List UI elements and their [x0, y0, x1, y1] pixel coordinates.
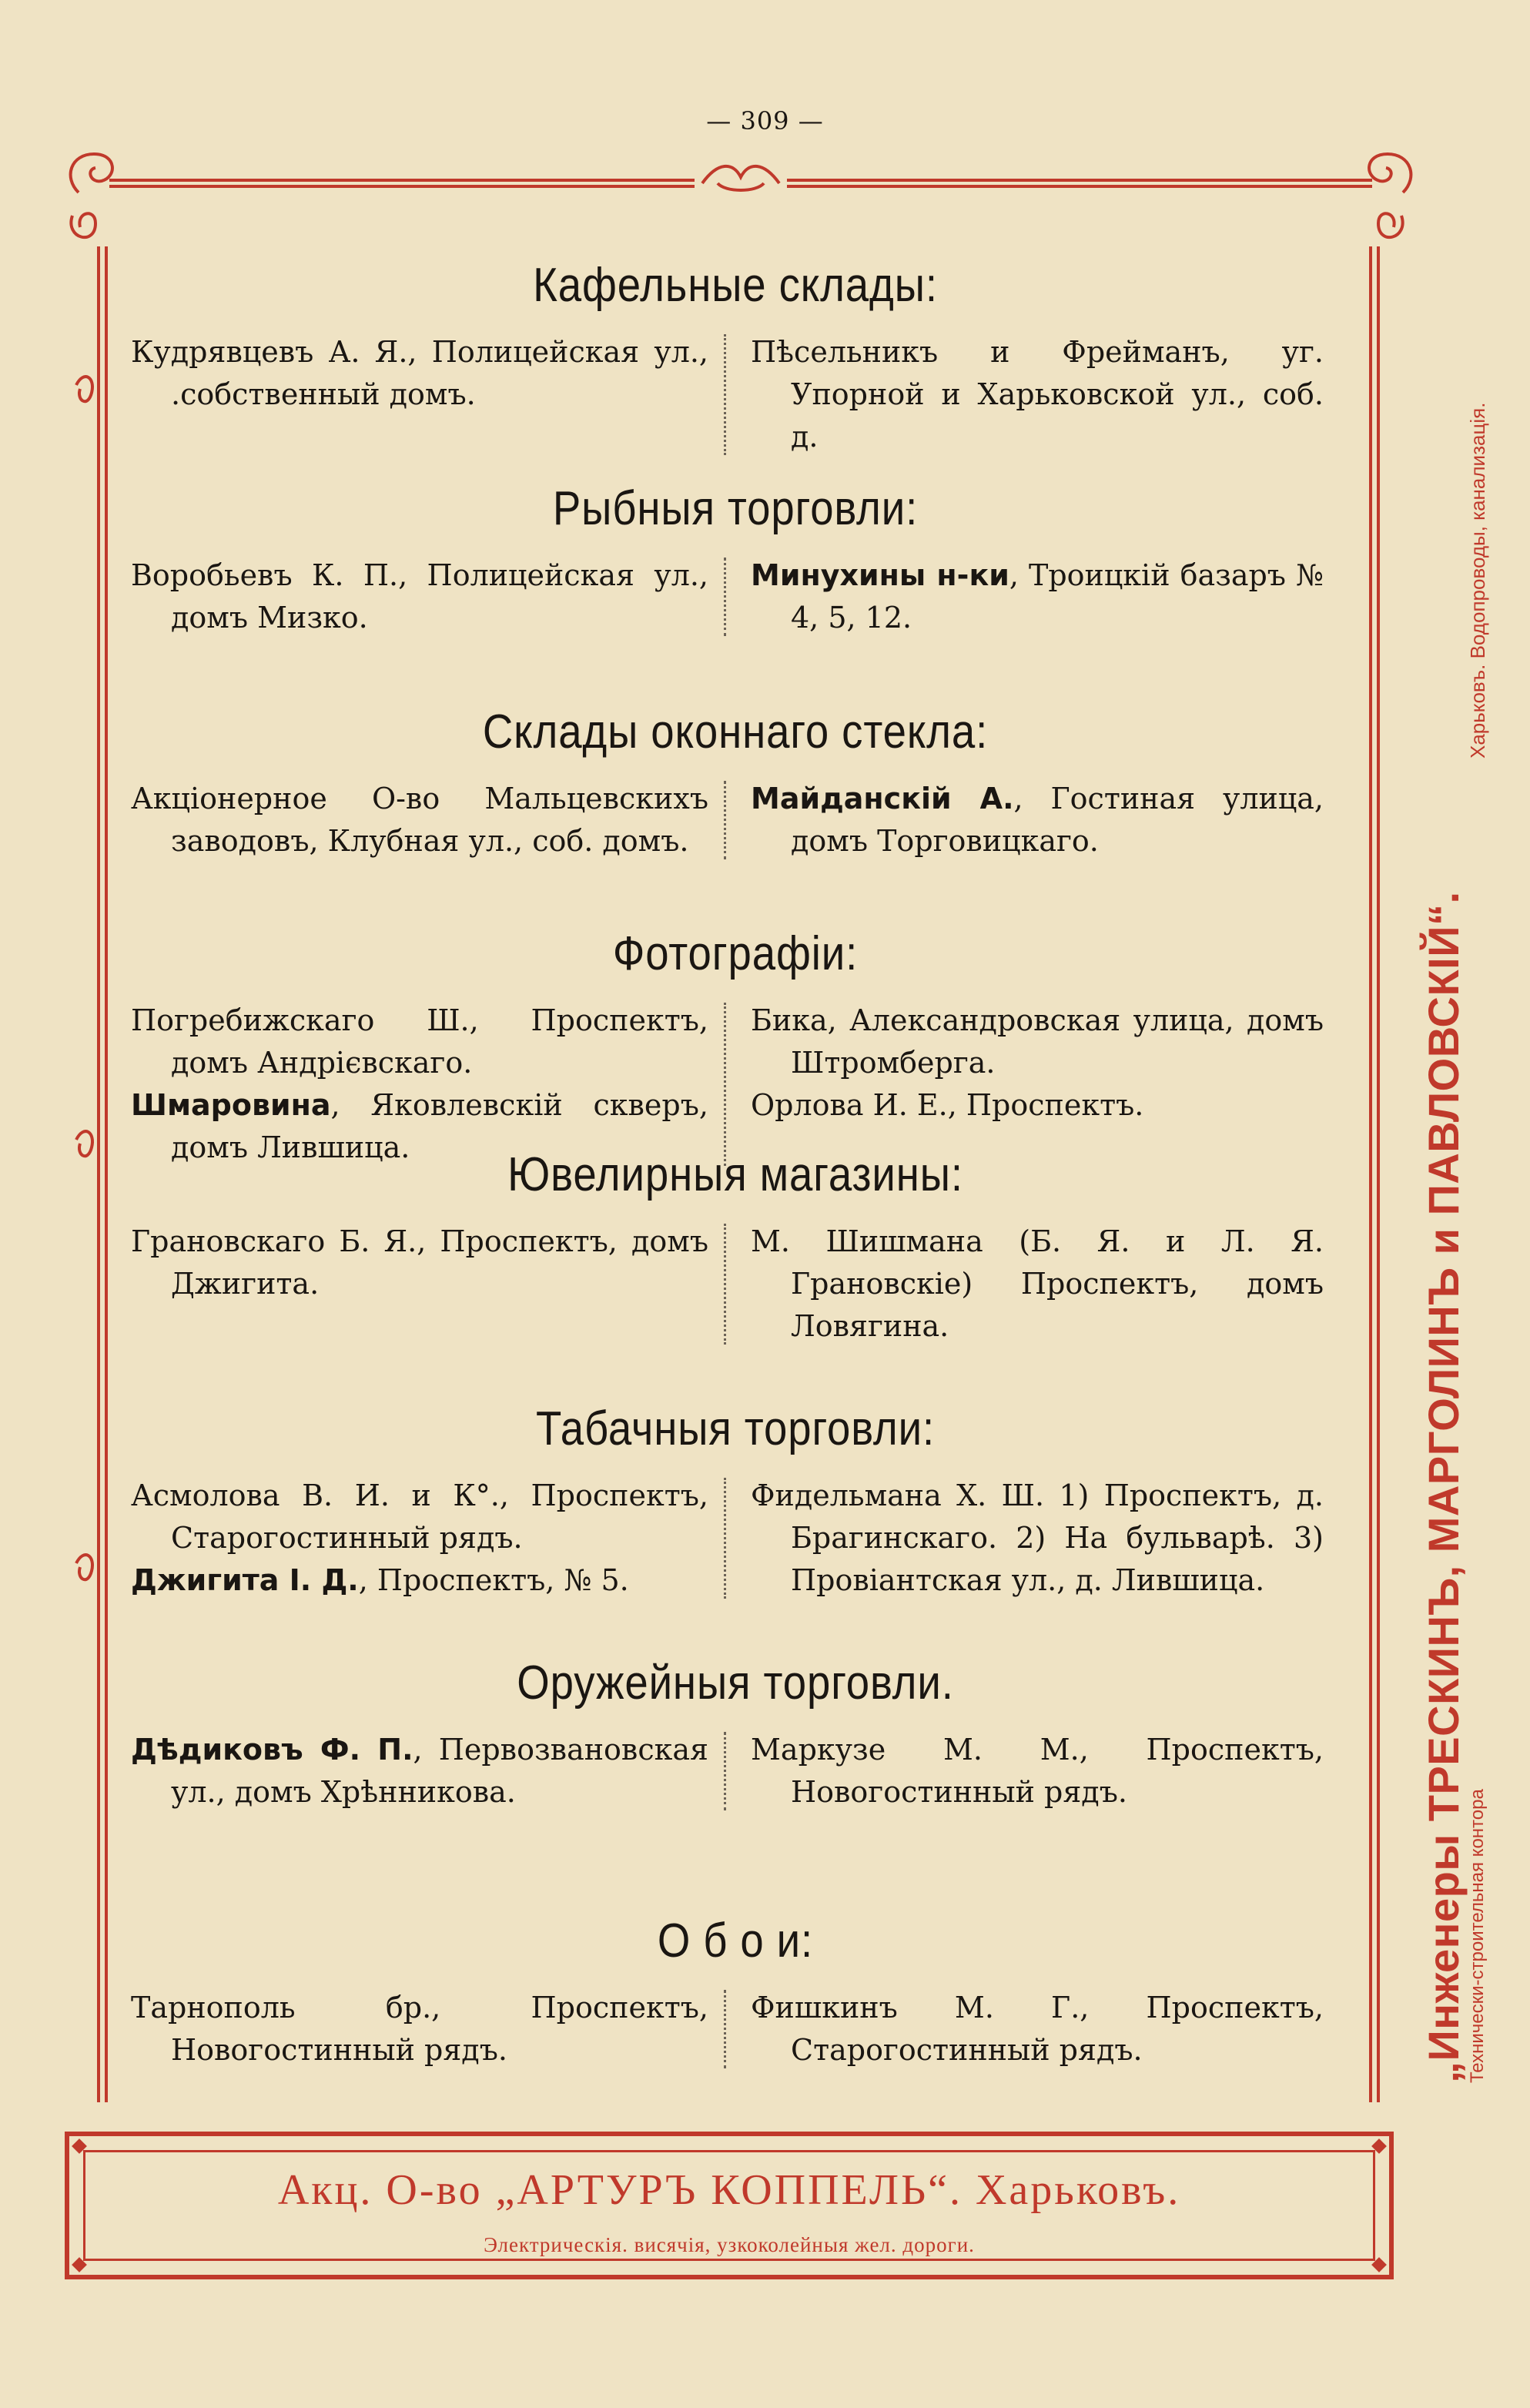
- right-column: [731, 554, 1324, 639]
- entry-text: Фидельмана Х. Ш. 1) Проспектъ, д. Брагинскаго. 2) На бульварѣ. 3) Провіантская ул., д. Лившица.: [751, 1479, 1324, 1597]
- column-divider: [724, 1732, 731, 1810]
- directory-entry: [751, 554, 1324, 639]
- directory-section: [131, 927, 1340, 1169]
- section-title: О б о и:: [657, 1914, 814, 1968]
- directory-entry: [751, 1000, 1324, 1084]
- right-column: [731, 1475, 1324, 1602]
- entry-text: Кудрявцевъ А. Я., Полицейская ул., .собственный домъ.: [131, 335, 708, 411]
- section-columns: [131, 1000, 1340, 1169]
- left-column: [131, 554, 724, 639]
- entry-text: Тарнополь бр., Проспектъ, Новогостинный рядъ.: [131, 1991, 708, 2067]
- directory-entry: [751, 331, 1324, 458]
- directory-entry: [131, 1559, 708, 1602]
- entry-name-bold: Майданскій А.: [751, 782, 1014, 816]
- entry-name-bold: Джигита І. Д.: [131, 1563, 359, 1597]
- ad-company-name: Акц. О-во „АРТУРЪ КОППЕЛЬ“. Харьковъ.: [277, 2166, 1181, 2214]
- column-divider: [724, 558, 731, 636]
- left-column: [131, 1000, 724, 1169]
- entry-text: Акціонерное О-во Мальцевскихъ заводовъ, Клубная ул., соб. домъ.: [131, 782, 708, 858]
- directory-entry: [131, 1221, 708, 1305]
- section-columns: [131, 778, 1340, 862]
- left-column: [131, 331, 724, 458]
- section-title: Склады оконнаго стекла:: [482, 705, 989, 759]
- entry-text: М. Шишмана (Б. Я. и Л. Я. Грановскіе) Проспектъ, домъ Ловягина.: [751, 1224, 1324, 1343]
- side-ad-main: „Инженеры ТРЕСКИНЪ, МАРГОЛИНЪ и ПАВЛОВСКІЙ“.: [1419, 891, 1468, 2083]
- entry-text: , Первозвановская ул., домъ Хрѣнникова.: [171, 1733, 708, 1809]
- section-title: Оружейныя торговли.: [517, 1656, 954, 1710]
- entry-text: Бика, Александровская улица, домъ Штромберга.: [751, 1003, 1324, 1080]
- section-columns: [131, 1987, 1340, 2071]
- section-title: Рыбныя торговли:: [552, 482, 919, 535]
- directory-entry: [751, 778, 1324, 862]
- section-columns: [131, 1729, 1340, 1814]
- directory-section: [131, 482, 1340, 639]
- entry-text: , Проспектъ, № 5.: [358, 1563, 629, 1597]
- entry-text: Воробьевъ К. П., Полицейская ул., домъ Мизко.: [131, 558, 708, 635]
- directory-entry: [131, 1987, 708, 2071]
- right-column: [731, 331, 1324, 458]
- section-title: Табачныя торговли:: [536, 1402, 935, 1455]
- ornamental-top-border: [63, 146, 1418, 208]
- section-title: Кафельные склады:: [533, 259, 938, 312]
- section-columns: [131, 554, 1340, 639]
- directory-section: [131, 1148, 1340, 1348]
- entry-text: Грановскаго Б. Я., Проспектъ, домъ Джигита.: [131, 1224, 708, 1301]
- directory-entry: [751, 1221, 1324, 1348]
- column-divider: [724, 1224, 731, 1345]
- section-title: Фотографіи:: [612, 927, 859, 980]
- directory-section: [131, 1914, 1340, 2071]
- entry-text: Погребижскаго Ш., Проспектъ, домъ Андрієвскаго.: [131, 1003, 708, 1080]
- section-columns: [131, 1221, 1340, 1348]
- directory-entry: [131, 1729, 708, 1814]
- entry-text: Орлова И. Е., Проспектъ.: [751, 1088, 1144, 1122]
- directory-entry: [751, 1729, 1324, 1814]
- side-advertisement: [1418, 358, 1495, 2083]
- entry-name-bold: Шмаровина: [131, 1088, 331, 1122]
- column-divider: [724, 334, 731, 455]
- entry-text: Пѣсельникъ и Фрейманъ, уг. Упорной и Харьковской ул., соб. д.: [751, 335, 1324, 454]
- ornamental-right-border: [1354, 193, 1409, 2141]
- entry-text: Асмолова В. И. и К°., Проспектъ, Старогостинный рядъ.: [131, 1479, 708, 1555]
- entry-text: , Троицкій базаръ № 4, 5, 12.: [791, 558, 1324, 635]
- directory-entry: [131, 331, 708, 416]
- right-column: [731, 1987, 1324, 2071]
- entry-text: Маркузе М. М., Проспектъ, Новогостинный рядъ.: [751, 1733, 1324, 1809]
- directory-entry: [131, 1475, 708, 1559]
- ornamental-left-border: [65, 193, 120, 2141]
- directory-entry: [131, 554, 708, 639]
- directory-section: [131, 705, 1340, 862]
- right-column: [731, 778, 1324, 862]
- directory-entry: [751, 1475, 1324, 1602]
- directory-entry: [751, 1987, 1324, 2071]
- entry-text: , Яковлевскій скверъ, домъ Лившица.: [171, 1088, 708, 1164]
- directory-section: [131, 1402, 1340, 1602]
- left-column: [131, 778, 724, 862]
- bottom-advertisement: [65, 2132, 1394, 2279]
- section-columns: [131, 331, 1340, 458]
- left-column: [131, 1221, 724, 1348]
- directory-entry: [131, 1000, 708, 1084]
- entry-name-bold: Минухины н-ки: [751, 558, 1009, 592]
- column-divider: [724, 1990, 731, 2068]
- directory-entry: [751, 1084, 1324, 1127]
- side-ad-city: Харьковъ. Водопроводы, канализація.: [1466, 402, 1489, 759]
- directory-section: [131, 259, 1340, 458]
- page-number: — 309 —: [706, 106, 824, 136]
- section-title: Ювелирныя магазины:: [507, 1148, 963, 1201]
- right-column: [731, 1000, 1324, 1169]
- left-column: [131, 1729, 724, 1814]
- column-divider: [724, 781, 731, 859]
- left-column: [131, 1987, 724, 2071]
- column-divider: [724, 1478, 731, 1599]
- section-columns: [131, 1475, 1340, 1602]
- column-divider: [724, 1003, 731, 1166]
- entry-name-bold: Дѣдиковъ Ф. П.: [131, 1733, 413, 1767]
- side-ad-subtitle: Технически-строительная контора: [1467, 1789, 1488, 2083]
- entry-text: Фишкинъ М. Г., Проспектъ, Старогостинный рядъ.: [751, 1991, 1324, 2067]
- left-column: [131, 1475, 724, 1602]
- directory-entry: [131, 778, 708, 862]
- entry-text: , Гостиная улица, домъ Торговицкаго.: [791, 782, 1324, 858]
- ad-company-services: Электрическія. висячія, узкоколейныя жел. дороги.: [484, 2233, 975, 2256]
- right-column: [731, 1221, 1324, 1348]
- right-column: [731, 1729, 1324, 1814]
- directory-section: [131, 1656, 1340, 1814]
